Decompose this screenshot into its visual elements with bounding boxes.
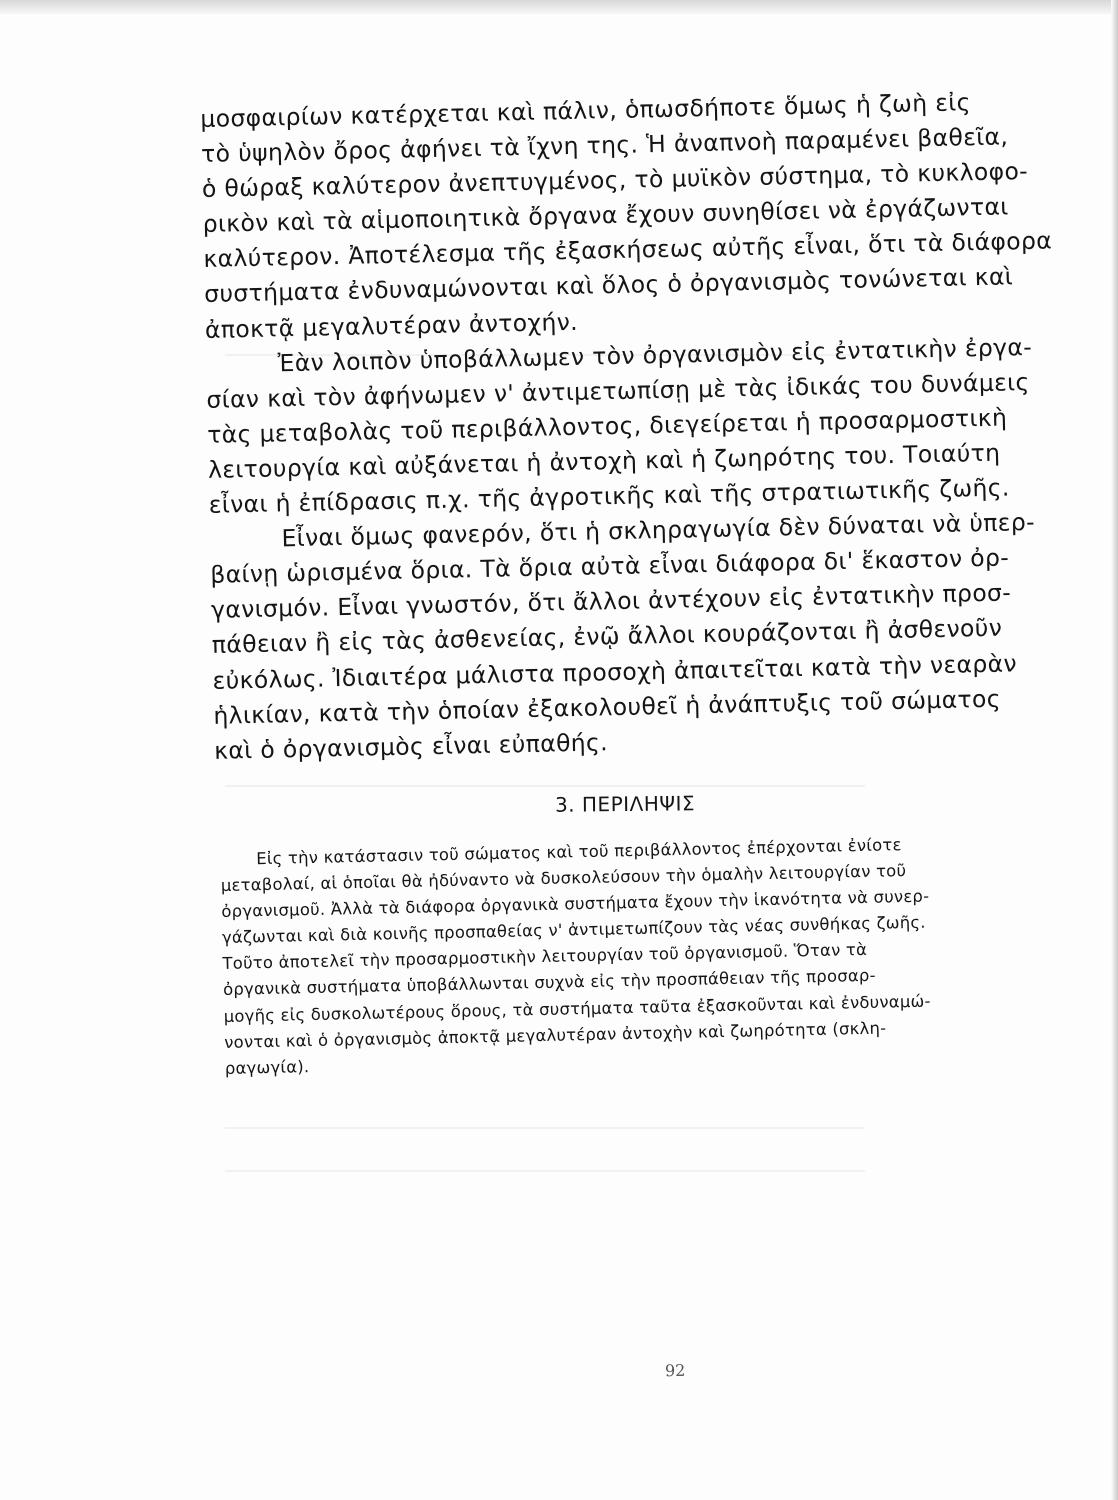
body-line: σίαν καὶ τὸν ἀφήνωμεν ν' ἀντιμετωπίσῃ μὲ τὰς ἰδικάς του δυνάμεις bbox=[206, 367, 1030, 414]
summary-line: ὀργανικὰ συστήματα ὑποβάλλωνται συχνὰ εἰς τὴν προσπάθειαν τῆς προσαρ- bbox=[222, 966, 876, 1000]
body-line: τὰς μεταβολὰς τοῦ περιβάλλοντος, διεγείρεται ἡ προσαρμοστικὴ bbox=[206, 403, 1008, 449]
body-line: ἀποκτᾷ μεγαλυτέραν ἀντοχήν. bbox=[204, 307, 579, 344]
summary-line: ραγωγία). bbox=[224, 1056, 310, 1078]
body-line-paragraph-start: Εἶναι ὅμως φανερόν, ὅτι ἡ σκληραγωγία δὲν δύναται νὰ ὑπερ- bbox=[281, 508, 1036, 553]
body-line-paragraph-start: Ἐὰν λοιπὸν ὑποβάλλωμεν τὸν ὀργανισμὸν εἰς ἐντατικὴν ἐργα- bbox=[277, 332, 1033, 378]
body-line: γανισμόν. Εἶναι γνωστόν, ὅτι ἄλλοι ἀντέχουν εἰς ἐντατικὴν προσ- bbox=[210, 578, 1012, 625]
body-line: πάθειαν ἢ εἰς τὰς ἀσθενείας, ἐνῷ ἄλλοι κουράζονται ἢ ἀσθενοῦν bbox=[211, 614, 1003, 660]
body-line: τὸ ὑψηλὸν ὄρος ἀφήνει τὰ ἴχνη της. Ἡ ἀναπνοὴ παραμένει βαθεῖα, bbox=[200, 122, 1009, 169]
main-paragraphs bbox=[200, 83, 1064, 768]
body-line: εὐκόλως. Ἰδιαιτέρα μάλιστα προσοχὴ ἀπαιτεῖται κατὰ τὴν νεαρὰν bbox=[212, 648, 1018, 695]
body-line: ρικὸν καὶ τὰ αἱμοποιητικὰ ὄργανα ἔχουν συνηθίσει νὰ ἐργάζωνται bbox=[202, 192, 1009, 239]
body-line: εἶναι ἡ ἐπίδρασις π.χ. τῆς ἀγροτικῆς καὶ τῆς στρατιωτικῆς ζωῆς. bbox=[208, 473, 1010, 519]
show-through-mark bbox=[225, 1127, 865, 1129]
show-through-mark bbox=[225, 1170, 865, 1172]
body-line: μοσφαιρίων κατέρχεται καὶ πάλιν, ὁπωσδήποτε ὅμως ἡ ζωὴ εἰς bbox=[200, 88, 972, 133]
summary-line: μεταβολαί, αἱ ὁποῖαι θὰ ἠδύναντο νὰ δυσκολεύσουν τὴν ὁμαλὴν λειτουργίαν τοῦ bbox=[220, 861, 907, 896]
body-line: καλύτερον. Ἀποτέλεσμα τῆς ἐξασκήσεως αὐτῆς εἶναι, ὅτι τὰ διάφορα bbox=[203, 226, 1053, 274]
body-line: ἡλικίαν, κατὰ τὴν ὁποίαν ἐξακολουθεῖ ἡ ἀνάπτυξις τοῦ σώματος bbox=[213, 684, 1002, 730]
body-line: λειτουργία καὶ αὐξάνεται ἡ ἀντοχὴ καὶ ἡ ζωηρότης του. Τοιαύτη bbox=[207, 438, 1001, 484]
page-number: 92 bbox=[664, 1360, 686, 1381]
section-heading: 3. ΠΕΡΙΛΗΨΙΣ bbox=[554, 791, 696, 817]
scan-right-edge bbox=[1111, 0, 1118, 1500]
show-through-mark bbox=[225, 785, 865, 787]
body-line: καὶ ὁ ὀργανισμὸς εἶναι εὐπαθής. bbox=[213, 727, 609, 765]
summary-paragraph bbox=[220, 828, 1075, 1081]
body-line: βαίνῃ ὡρισμένα ὅρια. Τὰ ὅρια αὐτὰ εἶναι διάφορα δι' ἕκαστον ὀρ- bbox=[210, 543, 1010, 590]
body-line: συστήματα ἐνδυναμώνονται καὶ ὅλος ὁ ὀργανισμὸς τονώνεται καὶ bbox=[203, 262, 1014, 309]
summary-line: Τοῦτο ἀποτελεῖ τὴν προσαρμοστικὴν λειτουργίαν τοῦ ὀργανισμοῦ. Ὅταν τὰ bbox=[222, 940, 868, 974]
summary-line: νονται καὶ ὁ ὀργανισμὸς ἀποκτᾷ μεγαλυτέραν ἀντοχὴν καὶ ζωηρότητα (σκλη- bbox=[224, 1018, 887, 1052]
body-line: ὁ θώραξ καλύτερον ἀνεπτυγμένος, τὸ μυϊκὸν σύστημα, τὸ κυκλοφο- bbox=[201, 157, 1029, 204]
scan-top-shadow bbox=[0, 0, 1118, 14]
summary-line: μογῆς εἰς δυσκολωτέρους ὅρους, τὰ συστήματα ταῦτα ἐξασκοῦνται καὶ ἐνδυναμώ- bbox=[223, 991, 931, 1026]
summary-line: ὀργανισμοῦ. Ἀλλὰ τὰ διάφορα ὀργανικὰ συστήματα ἔχουν τὴν ἱκανότητα νὰ συνερ- bbox=[221, 886, 930, 922]
summary-line: Εἰς τὴν κατάστασιν τοῦ σώματος καὶ τοῦ περιβάλλοντος ἐπέρχονται ἐνίοτε bbox=[256, 835, 902, 869]
summary-line: γάζωνται καὶ διὰ κοινῆς προσπαθείας ν' ἀντιμετωπίζουν τὰς νέας συνθήκας ζωῆς. bbox=[221, 912, 926, 948]
